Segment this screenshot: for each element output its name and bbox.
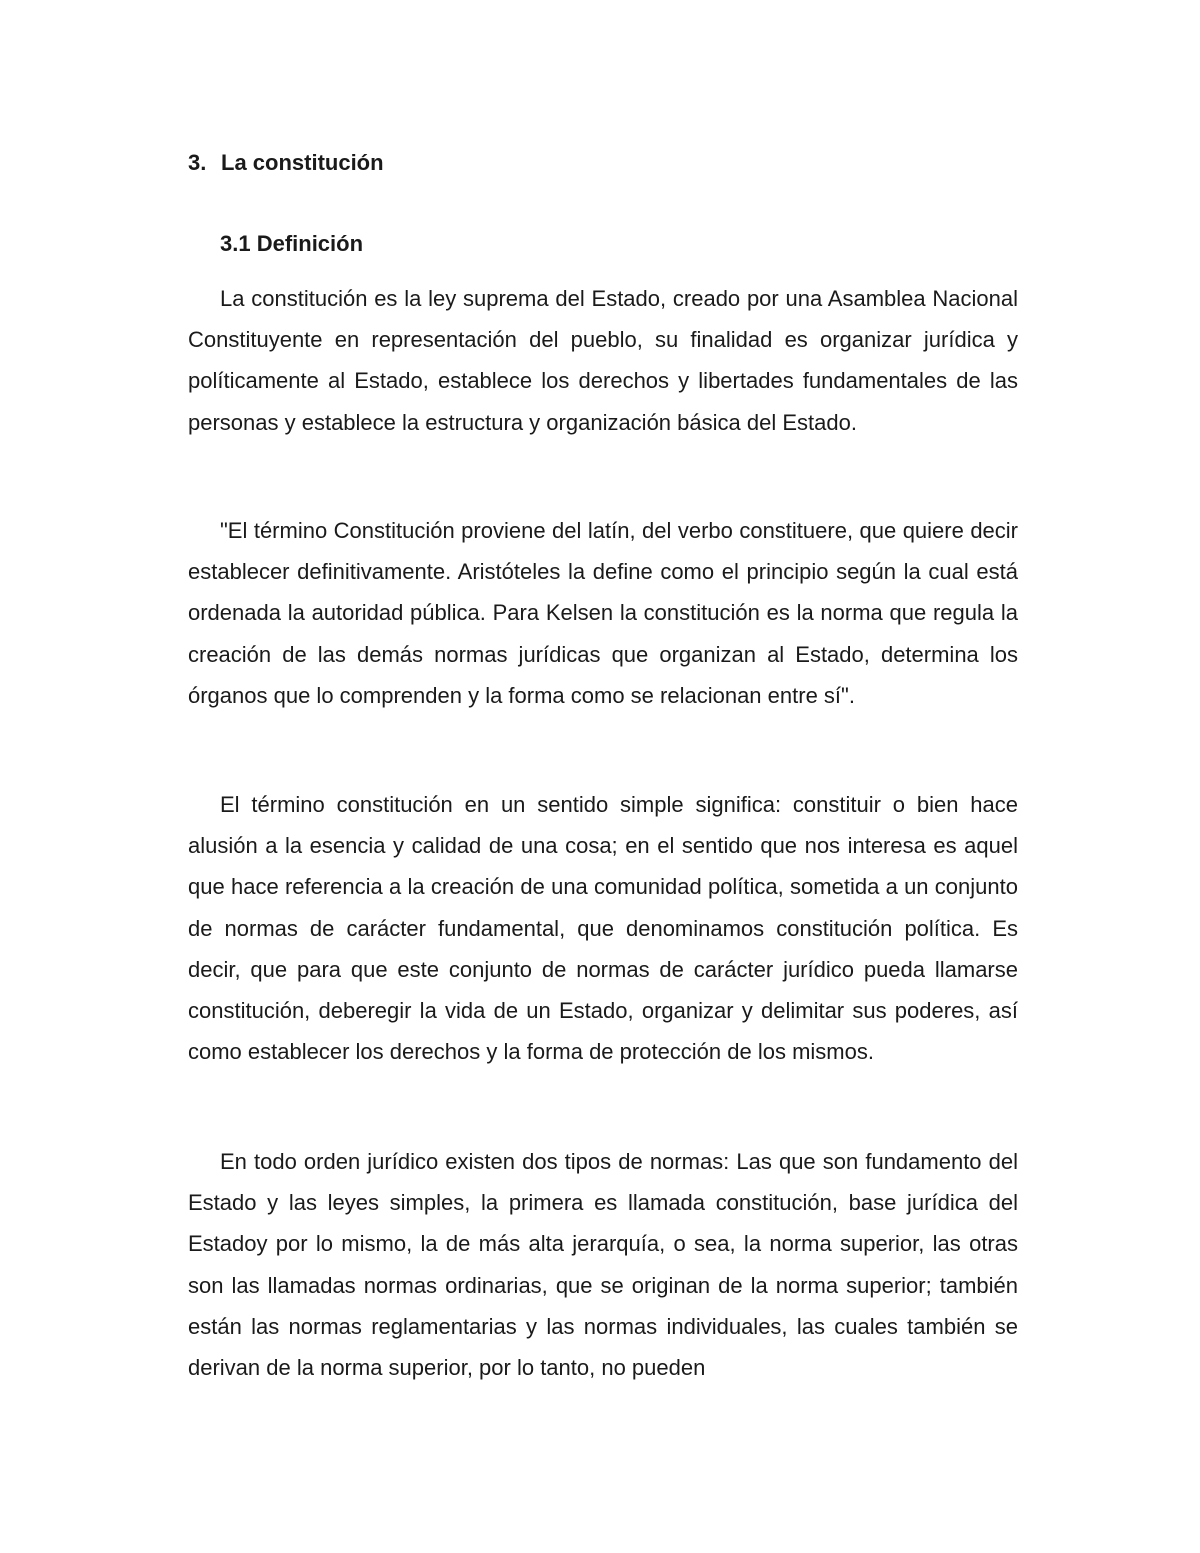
section-title: La constitución: [221, 150, 384, 175]
section-heading: [188, 152, 384, 174]
subsection-heading: 3.1 Definición: [220, 231, 364, 256]
paragraph-definition: La constitución es la ley suprema del Estado, creado por una Asamblea Nacional Constituyente en representación del pueblo, su finalidad es organizar jurídica y políticamente al Estado, establece los derechos y libertades fundamentales de las personas y establece la estructura y organización básica del Estado.: [188, 286, 1018, 435]
paragraph-norm-types: En todo orden jurídico existen dos tipos de normas: Las que son fundamento del Estado y las leyes simples, la primera es llamada constitución, base jurídica del Estadoy por lo mismo, la de más alta jerarquía, o sea, la norma superior, las otras son las llamadas normas ordinarias, que se originan de la norma superior; también están las normas reglamentarias y las normas individuales, las cuales también se derivan de la norma superior, por lo tanto, no pueden: [188, 1149, 1018, 1381]
paragraph-simple-meaning: El término constitución en un sentido simple significa: constituir o bien hace alusión a la esencia y calidad de una cosa; en el sentido que nos interesa es aquel que hace referencia a la creación de una comunidad política, sometida a un conjunto de normas de carácter fundamental, que denominamos constitución política. Es decir, que para que este conjunto de normas de carácter jurídico pueda llamarse constitución, deberegir la vida de un Estado, organizar y delimitar sus poderes, así como establecer los derechos y la forma de protección de los mismos.: [188, 792, 1018, 1065]
section-number: 3.: [188, 150, 207, 175]
paragraph-etymology-quote: "El término Constitución proviene del latín, del verbo constituere, que quiere decir establecer definitivamente. Aristóteles la define como el principio según la cual está ordenada la autoridad pública. Para Kelsen la constitución es la norma que regula la creación de las demás normas jurídicas que organizan al Estado, determina los órganos que lo comprenden y la forma como se relacionan entre sí".: [188, 518, 1018, 708]
